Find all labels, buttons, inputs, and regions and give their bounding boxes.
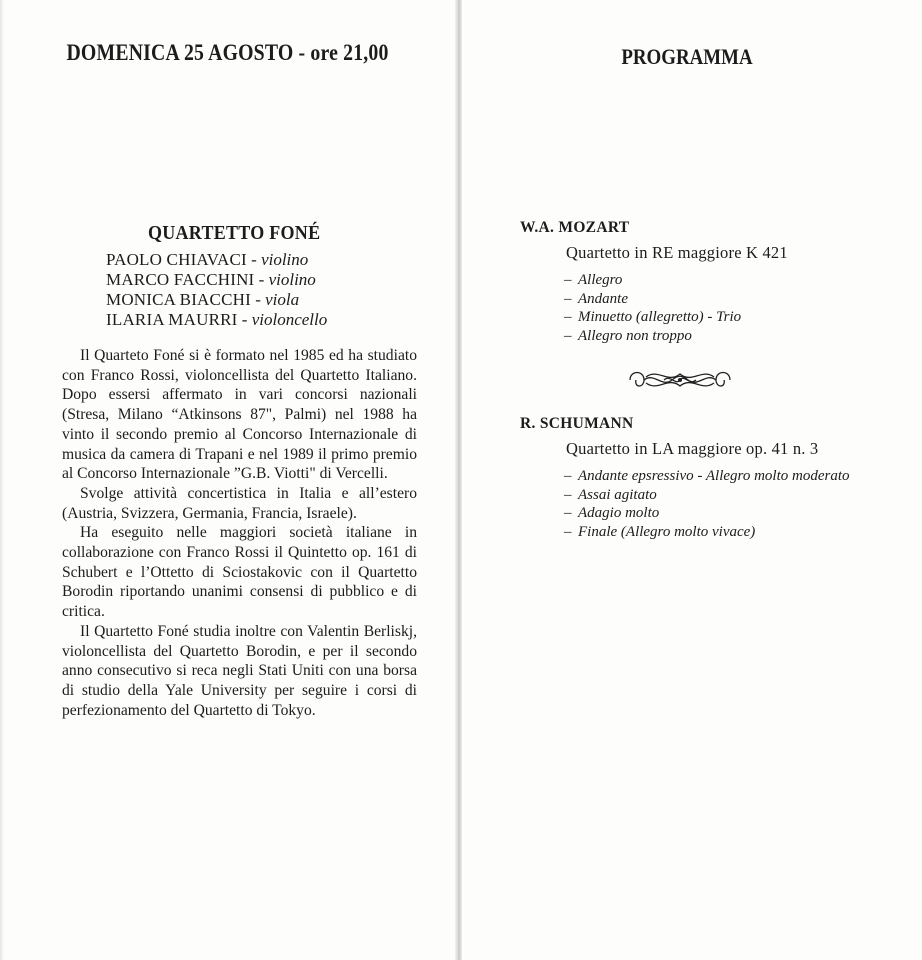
center-fold (455, 0, 462, 960)
movements-list (564, 271, 741, 345)
member-name: MONICA BIACCHI (106, 290, 251, 309)
composer-name: R. SCHUMANN (520, 415, 634, 432)
bio-paragraph: Il Quarteto Foné si è formato nel 1985 ed ha studiato con Franco Rossi, violoncellista del Quartetto Italiano. Dopo essersi affermato in vari concorsi nazionali (Stresa, Milano “Atkinsons 87", Palmi) nel 1988 ha vinto il secondo premio al Concorso Internazionale di musica da camera di Trapani e nel 1989 il primo premio al Concorso Internazionale ”G.B. Viotti" di Vercelli. (62, 347, 417, 483)
member-name: ILARIA MAURRI (106, 310, 238, 329)
member-name: PAOLO CHIAVACI (106, 250, 247, 269)
movement-item: – Allegro (564, 272, 623, 288)
movement-item: – Assai agitato (564, 486, 657, 503)
movement-item: – Minuetto (allegretto) - Trio (564, 309, 742, 325)
scroll-flourish-icon (624, 362, 736, 398)
member-item: ILARIA MAURRI - violoncello (106, 310, 328, 329)
member-role: violino (261, 250, 309, 269)
member-role: violino (268, 270, 316, 289)
member-role: violoncello (251, 310, 328, 329)
work-title: Quartetto in LA maggiore op. 41 n. 3 (566, 439, 819, 458)
bio-paragraph: Il Quartetto Foné studia inoltre con Valentin Berliskj, violoncellista del Quartetto Borodin, e per il secondo anno consecutivo si reca negli Stati Uniti con una borsa di studio della Yale University per seguire i corsi di perfezionamento del Quartetto di Tokyo. (62, 622, 417, 719)
ensemble-title: QUARTETTO FONÉ (148, 222, 321, 244)
member-item: PAOLO CHIAVACI - violino (106, 250, 309, 269)
member-role: viola (265, 290, 300, 309)
members-list (106, 250, 327, 330)
left-page (0, 0, 455, 960)
ensemble-biography (62, 346, 417, 720)
date-heading: DOMENICA 25 AGOSTO - ore 21,00 (66, 40, 389, 65)
right-page (462, 0, 922, 960)
member-name: MARCO FACCHINI (106, 270, 255, 289)
composer-name: W.A. MOZART (520, 219, 630, 236)
movement-item: – Finale (Allegro molto vivace) (564, 523, 756, 540)
programme-heading: PROGRAMMA (621, 44, 753, 69)
movement-item: – Allegro non troppo (564, 327, 692, 344)
work-title: Quartetto in RE maggiore K 421 (566, 243, 788, 262)
movements-list (564, 467, 850, 541)
movement-item: – Adagio molto (564, 505, 660, 521)
member-item: MONICA BIACCHI - viola (106, 290, 300, 309)
movement-item: – Andante (564, 290, 628, 307)
member-item: MARCO FACCHINI - violino (106, 270, 316, 289)
movement-item: – Andante epsressivo - Allegro molto moderato (564, 468, 850, 484)
bio-paragraph: Svolge attività concertistica in Italia e all’estero (Austria, Svizzera, Germania, Francia, Israele). (62, 484, 417, 522)
bio-paragraph: Ha eseguito nelle maggiori società italiane in collaborazione con Franco Rossi il Quintetto op. 161 di Schubert e l’Ottetto di Sciostakovic con il Quartetto Borodin riportando unanimi consensi di pubblico e di critica. (62, 524, 417, 621)
